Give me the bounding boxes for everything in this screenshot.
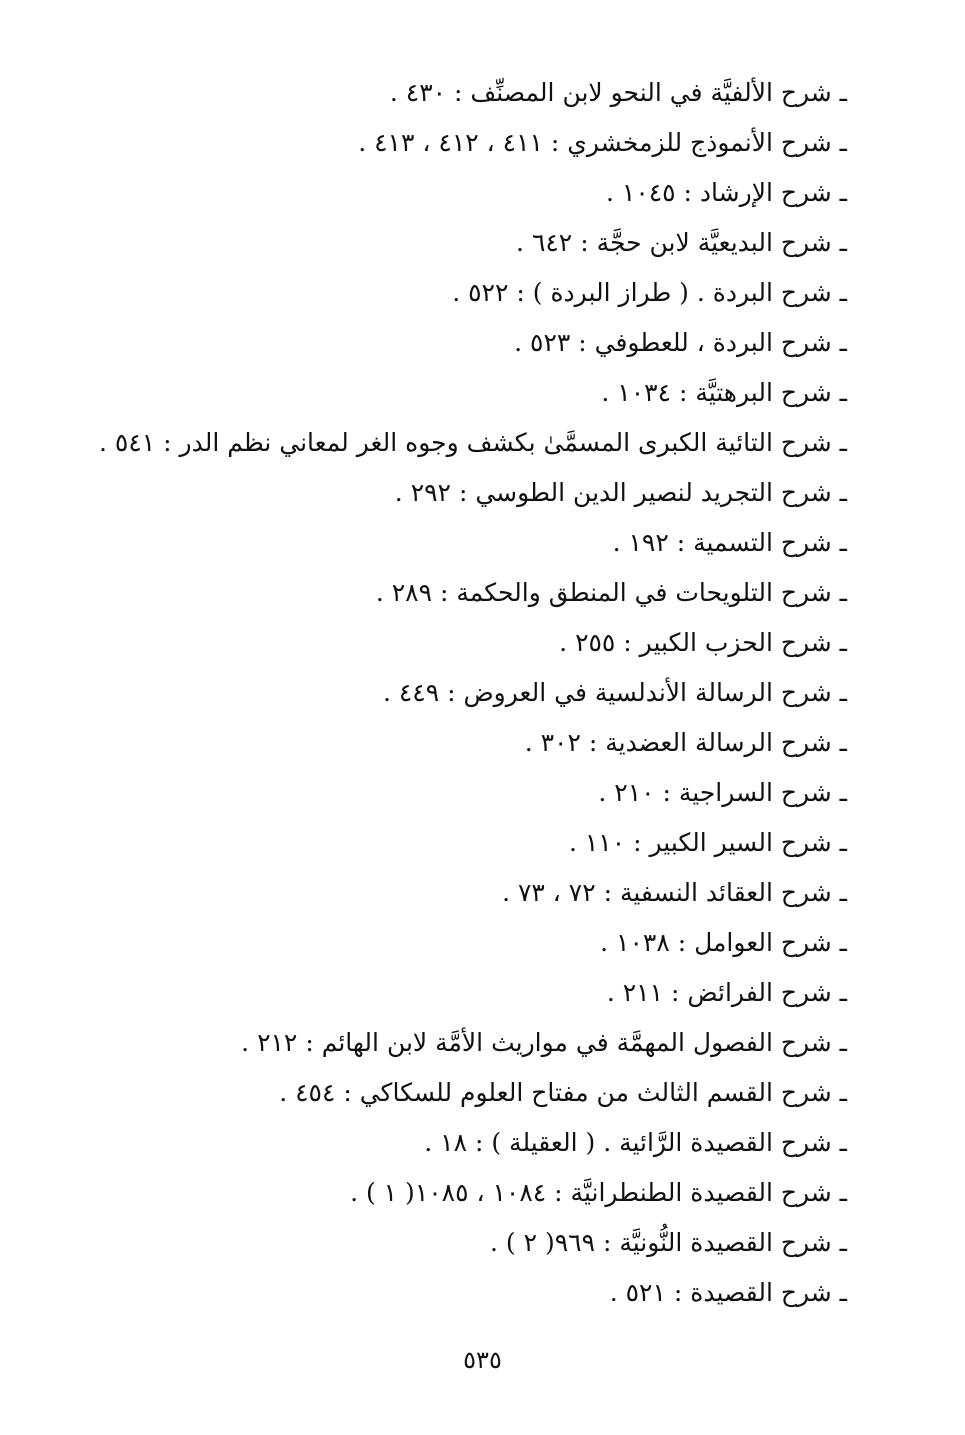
index-entry: ـ شرح البديعيَّة لابن حجَّة : ٦٤٢ . [516, 228, 847, 257]
index-entry: ـ شرح العقائد النسفية : ٧٢ ، ٧٣ . [502, 878, 847, 907]
index-entry: ـ شرح البرهتيَّة : ١٠٣٤ . [601, 378, 847, 407]
index-entry: ـ شرح التجريد لنصير الدين الطوسي : ٢٩٢ . [394, 478, 847, 507]
index-list [87, 68, 847, 1318]
index-entry: ـ شرح التلويحات في المنطق والحكمة : ٢٨٩ . [375, 578, 847, 607]
index-entry: ـ شرح الرسالة الأندلسية في العروض : ٤٤٩ . [382, 678, 847, 707]
index-entry: ـ شرح الإرشاد : ١٠٤٥ . [605, 178, 847, 207]
page-number: ٥٣٥ [463, 1346, 502, 1374]
index-entry: ـ شرح التائية الكبرى المسمَّىٰ بكشف وجوه الغر لمعاني نظم الدر : ٥٤١ . [98, 428, 847, 457]
index-entry: ـ شرح الرسالة العضدية : ٣٠٢ . [524, 728, 847, 757]
index-entry: ـ شرح التسمية : ١٩٢ . [612, 528, 847, 557]
index-entry: ـ شرح البردة ، للعطوفي : ٥٢٣ . [514, 328, 847, 357]
index-entry: ـ شرح القصيدة الطنطرانيَّة : ١٠٨٤ ، ١٠٨٥( ١ ) . [350, 1178, 847, 1207]
index-entry: ـ شرح القصيدة الرَّائية . ( العقيلة ) : ١٨ . [424, 1128, 847, 1157]
index-entry: ـ شرح القسم الثالث من مفتاح العلوم للسكاكي : ٤٥٤ . [279, 1078, 847, 1107]
index-entry: ـ شرح السير الكبير : ١١٠ . [568, 828, 847, 857]
index-entry: ـ شرح الحزب الكبير : ٢٥٥ . [559, 628, 847, 657]
index-entry: ـ شرح القصيدة النُّونيَّة : ٩٦٩( ٢ ) . [490, 1228, 847, 1257]
index-entry: ـ شرح القصيدة : ٥٢١ . [609, 1278, 847, 1307]
index-entry: ـ شرح الفصول المهمَّة في مواريث الأمَّة لابن الهائم : ٢١٢ . [241, 1028, 847, 1057]
index-entry: ـ شرح الألفيَّة في النحو لابن المصنِّف : ٤٣٠ . [389, 78, 847, 107]
index-entry: ـ شرح العوامل : ١٠٣٨ . [600, 928, 847, 957]
index-entry: ـ شرح الفرائض : ٢١١ . [606, 978, 847, 1007]
index-entry: ـ شرح الأنموذج للزمخشري : ٤١١ ، ٤١٢ ، ٤١٣ . [358, 128, 847, 157]
index-entry: ـ شرح البردة . ( طراز البردة ) : ٥٢٢ . [452, 278, 847, 307]
index-entry: ـ شرح السراجية : ٢١٠ . [598, 778, 847, 807]
